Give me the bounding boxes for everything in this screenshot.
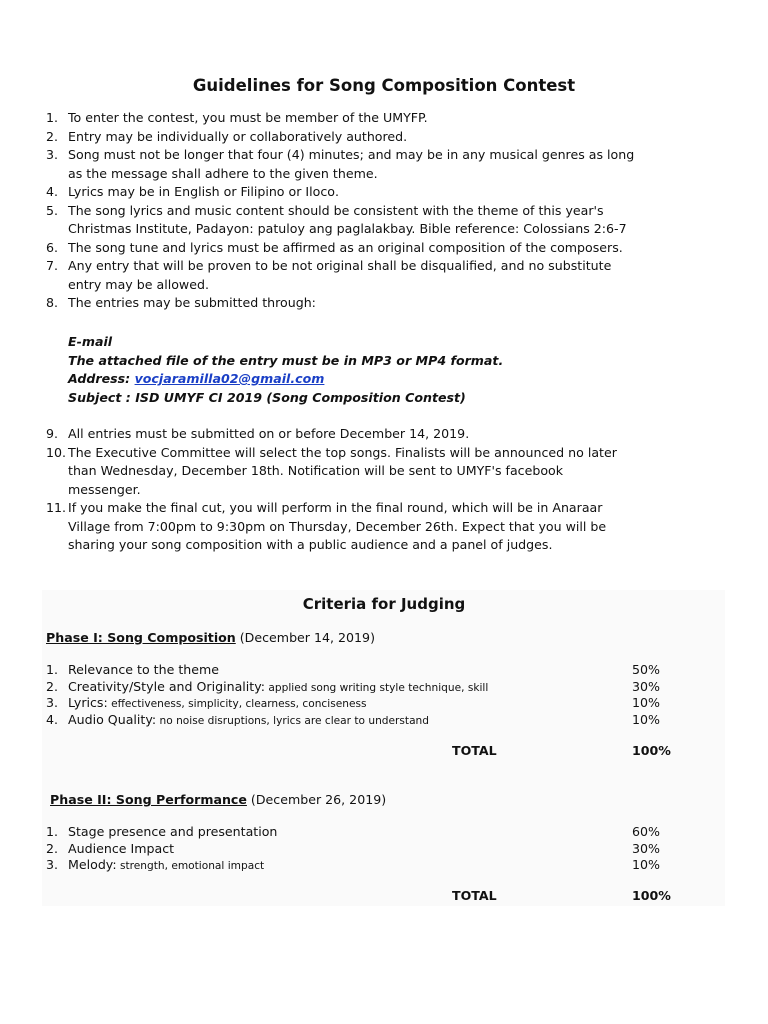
criteria-number: 1. bbox=[46, 662, 59, 677]
rule-text-line: messenger. bbox=[68, 481, 141, 497]
rule-item bbox=[46, 128, 726, 147]
email-block bbox=[68, 333, 503, 407]
email-address-link[interactable]: vocjaramilla02@gmail.com bbox=[134, 371, 325, 386]
rule-number: 3. bbox=[46, 147, 59, 162]
phase-1-total-value: 100% bbox=[632, 743, 671, 758]
phase-1-total-label: TOTAL bbox=[452, 743, 497, 758]
rule-item bbox=[46, 425, 726, 444]
email-address-line bbox=[68, 370, 503, 389]
rule-item bbox=[46, 239, 726, 258]
criteria-percent: 10% bbox=[632, 857, 660, 872]
phase-1-date: (December 14, 2019) bbox=[235, 630, 375, 645]
page-title: Guidelines for Song Composition Contest bbox=[192, 76, 576, 95]
phase-2-heading bbox=[50, 792, 386, 807]
phase-2-name: Phase II: Song Performance bbox=[50, 792, 247, 807]
criteria-percent: 10% bbox=[632, 711, 660, 727]
rule-number: 4. bbox=[46, 184, 59, 199]
criteria-name bbox=[68, 695, 367, 712]
criteria-label: Relevance to the theme bbox=[68, 662, 220, 677]
criteria-label: Audio Quality: bbox=[68, 711, 157, 727]
email-format-note: The attached file of the entry must be in MP3 or MP4 format. bbox=[68, 352, 504, 368]
rule-item bbox=[46, 294, 726, 313]
phase-1-heading bbox=[46, 630, 375, 645]
rule-item bbox=[46, 257, 726, 294]
email-heading: E-mail bbox=[68, 334, 113, 349]
criteria-detail: no noise disruptions, lyrics are clear to understand bbox=[156, 714, 429, 727]
rule-text-line: Entry may be individually or collaboratively authored. bbox=[68, 128, 408, 144]
criteria-detail: effectiveness, simplicity, clearness, conciseness bbox=[107, 698, 367, 710]
rule-number: 5. bbox=[46, 202, 59, 218]
criteria-name bbox=[68, 662, 219, 679]
rule-item bbox=[46, 109, 726, 128]
criteria-number: 2. bbox=[46, 840, 59, 856]
criteria-percent: 50% bbox=[632, 662, 660, 677]
criteria-name bbox=[68, 824, 277, 841]
rule-number: 10. bbox=[46, 444, 67, 460]
rule-text-line: If you make the final cut, you will perform in the final round, which will be in Anaraar bbox=[68, 500, 603, 515]
rule-text-line: Village from 7:00pm to 9:30pm on Thursday, December 26th. Expect that you will be bbox=[68, 518, 607, 534]
criteria-title: Criteria for Judging bbox=[302, 595, 466, 613]
rule-text-line: The song tune and lyrics must be affirmed as an original composition of the composers. bbox=[68, 239, 623, 255]
email-address-label: Address: bbox=[68, 371, 131, 386]
phase-1-name: Phase I: Song Composition bbox=[46, 630, 236, 645]
phase-2-total-value: 100% bbox=[632, 888, 671, 903]
criteria-label: Lyrics: bbox=[68, 695, 108, 710]
rule-text-line: To enter the contest, you must be member of the UMYFP. bbox=[68, 110, 428, 125]
rule-item bbox=[46, 499, 726, 555]
rule-number: 2. bbox=[46, 128, 59, 144]
rules-list bbox=[46, 109, 726, 313]
rule-item bbox=[46, 183, 726, 202]
rule-item bbox=[46, 146, 726, 183]
rule-text-line: The song lyrics and music content should be consistent with the theme of this year's bbox=[68, 202, 604, 218]
criteria-percent: 60% bbox=[632, 824, 660, 839]
criteria-label: Audience Impact bbox=[68, 840, 175, 856]
rule-number: 1. bbox=[46, 110, 59, 125]
email-subject: Subject : ISD UMYF CI 2019 (Song Composition Contest) bbox=[68, 389, 466, 405]
criteria-number: 4. bbox=[46, 711, 59, 727]
criteria-name bbox=[68, 841, 174, 858]
rule-number: 6. bbox=[46, 239, 59, 255]
criteria-percent: 30% bbox=[632, 678, 660, 694]
criteria-label: Creativity/Style and Originality: bbox=[68, 678, 266, 694]
criteria-number: 2. bbox=[46, 678, 59, 694]
rule-text-line: as the message shall adhere to the given theme. bbox=[68, 165, 378, 181]
rule-text-line: Christmas Institute, Padayon: patuloy ang paglalakbay. Bible reference: Colossians 2:6-7 bbox=[68, 221, 627, 236]
criteria-label: Melody: bbox=[68, 857, 117, 872]
phase-2-date: (December 26, 2019) bbox=[246, 792, 387, 807]
rule-text-line: than Wednesday, December 18th. Notification will be sent to UMYF's facebook bbox=[68, 463, 564, 478]
rule-text-line: Song must not be longer that four (4) minutes; and may be in any musical genres as long bbox=[68, 147, 635, 162]
rules-list-continued bbox=[46, 425, 726, 555]
criteria-detail: strength, emotional impact bbox=[116, 860, 265, 872]
rule-number: 9. bbox=[46, 426, 59, 441]
criteria-number: 1. bbox=[46, 824, 59, 839]
rule-text-line: All entries must be submitted on or before December 14, 2019. bbox=[68, 426, 470, 441]
criteria-name bbox=[68, 679, 488, 696]
rule-text-line: The entries may be submitted through: bbox=[68, 295, 316, 310]
criteria-label: Stage presence and presentation bbox=[68, 824, 278, 839]
rule-text-line: Lyrics may be in English or Filipino or Ilocо. bbox=[68, 184, 339, 199]
rule-text-line: The Executive Committee will select the top songs. Finalists will be announced no later bbox=[68, 444, 617, 460]
rule-item bbox=[46, 202, 726, 239]
rule-text-line: sharing your song composition with a public audience and a panel of judges. bbox=[68, 537, 553, 552]
rule-text-line: entry may be allowed. bbox=[68, 276, 209, 292]
criteria-name bbox=[68, 712, 429, 729]
criteria-number: 3. bbox=[46, 695, 59, 710]
criteria-name bbox=[68, 857, 264, 874]
criteria-percent: 10% bbox=[632, 695, 660, 710]
rule-number: 8. bbox=[46, 295, 59, 310]
criteria-percent: 30% bbox=[632, 840, 660, 856]
rule-number: 7. bbox=[46, 258, 59, 273]
rule-item bbox=[46, 444, 726, 500]
criteria-number: 3. bbox=[46, 857, 59, 872]
rule-number: 11. bbox=[46, 500, 67, 515]
rule-text-line: Any entry that will be proven to be not original shall be disqualified, and no substitute bbox=[68, 258, 612, 273]
phase-2-total-label: TOTAL bbox=[452, 888, 497, 903]
criteria-detail: applied song writing style technique, skill bbox=[265, 681, 489, 694]
